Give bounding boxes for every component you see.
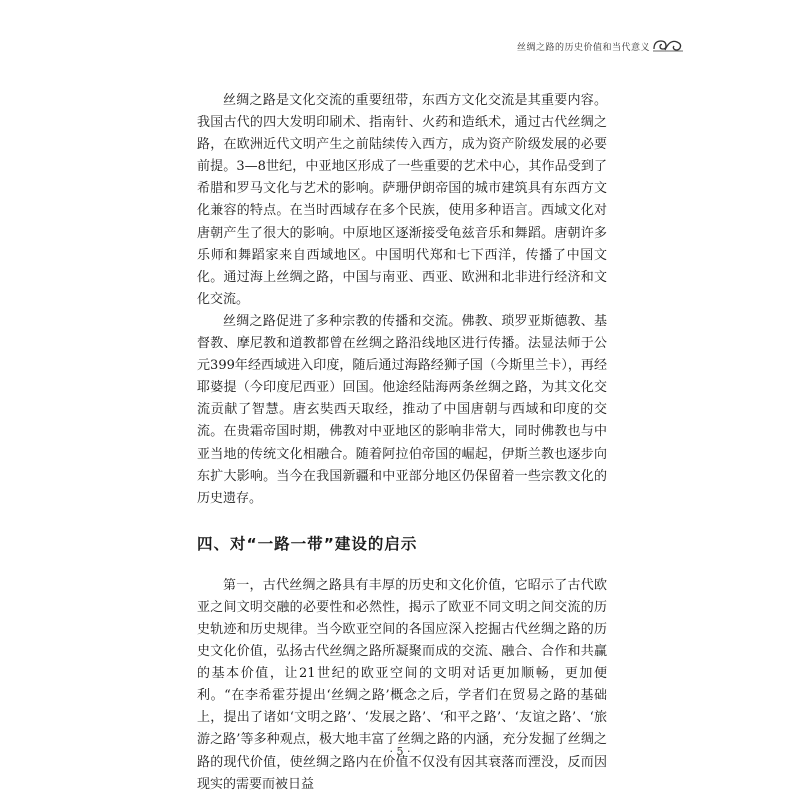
cloud-scroll-icon: [652, 37, 684, 53]
section-heading: 四、对“一路一带”建设的启示: [197, 534, 418, 553]
page-body: [197, 90, 607, 796]
body-paragraph: 丝绸之路是文化交流的重要纽带，东西方文化交流是其重要内容。我国古代的四大发明印刷术、指南针、火药和造纸术，通过古代丝绸之路，在欧洲近代文明产生之前陆续传入西方，成为资产阶级发展的必要前提。3—8世纪，中亚地区形成了一些重要的艺术中心，其作品受到了希腊和罗马文化与艺术的影响。萨珊伊朗帝国的城市建筑具有东西方文化兼容的特点。在当时西域存在多个民族，使用多种语言。西域文化对唐朝产生了很大的影响。中原地区逐渐接受龟兹音乐和舞蹈。唐朝许多乐师和舞蹈家来自西域地区。中国明代郑和七下西洋，传播了中国文化。通过海上丝绸之路，中国与南亚、西亚、欧洲和北非进行经济和文化交流。: [197, 93, 607, 307]
body-paragraph: 丝绸之路促进了多种宗教的传播和交流。佛教、琐罗亚斯德教、基督教、摩尼教和道教都曾在丝绸之路沿线地区进行传播。法显法师于公元399年经西域进入印度，随后通过海路经狮子国（今斯里兰卡），再经耶婆提（今印度尼西亚）回国。他途经陆海两条丝绸之路，为其文化交流贡献了智慧。唐玄奘西天取经，推动了中国唐朝与西域和印度的交流。在贵霜帝国时期，佛教对中亚地区的影响非常大，同时佛教也与中亚当地的传统文化相融合。随着阿拉伯帝国的崛起，伊斯兰教也逐步向东扩大影响。当今在我国新疆和中亚部分地区仍保留着一些宗教文化的历史遗存。: [197, 313, 607, 506]
running-header: 丝绸之路的历史价值和当代意义: [516, 43, 650, 53]
page-number: · 5 ·: [389, 745, 411, 758]
body-paragraph: 第一，古代丝绸之路具有丰厚的历史和文化价值，它昭示了古代欧亚之间文明交融的必要性和必然性，揭示了欧亚不同文明之间交流的历史轨迹和历史规律。当今欧亚空间的各国应深入挖掘古代丝绸之路的历史文化价值，弘扬古代丝绸之路所凝聚而成的交流、融合、合作和共赢的基本价值，让21世纪的欧亚空间的文明对话更加顺畅，更加便利。“在李希霍芬提出‘丝绸之路’概念之后，学者们在贸易之路的基础上，提出了诸如‘文明之路’、‘发展之路’、‘和平之路’、‘友谊之路’、‘旅游之路’等多种观点，极大地丰富了丝绸之路的内涵，充分发掘了丝绸之路的现代价值，使丝绸之路内在价值不仅没有因其衰落而湮没，反而因现实的需要而被日益: [197, 577, 607, 792]
